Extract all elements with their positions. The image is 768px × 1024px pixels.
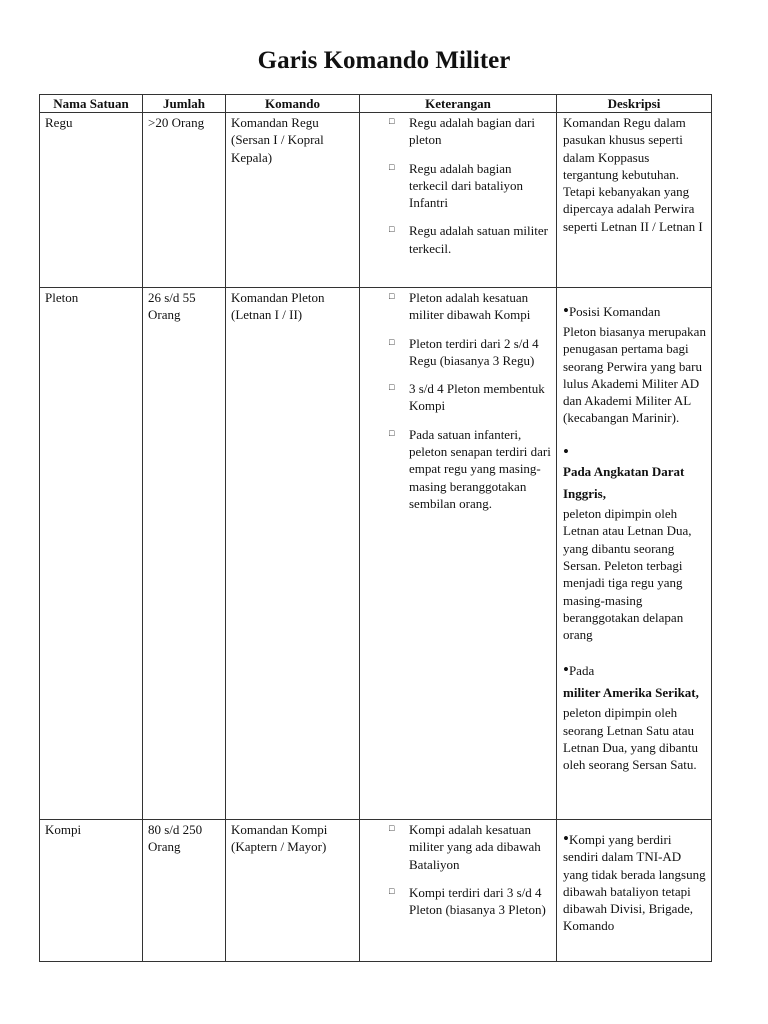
list-item-text: Pada satuan infanteri, peleton senapan terdiri dari empat regu yang masing-masing beranggotakan sembilan orang. [409, 426, 551, 511]
square-bullet-icon: □ [389, 336, 395, 347]
round-bullet-icon: • [563, 660, 569, 680]
cell-jumlah: >20 Orang [143, 113, 226, 288]
cell-nama: Regu [40, 113, 143, 288]
list-item [360, 380, 552, 415]
square-bullet-icon: □ [389, 427, 395, 438]
keterangan-list [360, 114, 552, 257]
header-keterangan: Keterangan [360, 95, 557, 113]
cell-deskripsi: Komandan Regu dalam pasukan khusus seperti dalam Koppasus tergantung kebutuhan. Tetapi kebanyakan yang dipercaya adalah Perwira seperti Letnan II / Letnan I [557, 113, 712, 288]
round-bullet-icon: • [563, 441, 569, 461]
square-bullet-icon: □ [389, 161, 395, 172]
cell-keterangan [360, 288, 557, 820]
round-bullet-icon: • [563, 829, 569, 848]
deskripsi-paragraph [563, 831, 707, 935]
square-bullet-icon: □ [389, 116, 395, 126]
cell-komando: Komandan Regu (Sersan I / Kopral Kepala) [226, 113, 360, 288]
cell-keterangan [360, 113, 557, 288]
square-bullet-icon: □ [389, 291, 395, 301]
command-table [39, 94, 712, 962]
header-komando: Komando [226, 95, 360, 113]
square-bullet-icon: □ [389, 224, 395, 235]
square-bullet-icon: □ [389, 823, 395, 833]
cell-keterangan [360, 820, 557, 962]
list-item-text: Kompi adalah kesatuan militer yang ada dibawah Bataliyon [409, 822, 541, 872]
list-item-text: Regu adalah bagian terkecil dari bataliyon Infantri [409, 160, 524, 211]
list-item-text: Regu adalah satuan militer terkecil. [409, 223, 548, 256]
square-bullet-icon: □ [389, 885, 395, 896]
list-item-text: Regu adalah bagian dari pleton [409, 115, 535, 148]
list-item [360, 821, 552, 873]
list-item-text: Kompi terdiri dari 3 s/d 4 Pleton (biasanya 3 Pleton) [409, 884, 546, 918]
cell-nama: Pleton [40, 288, 143, 820]
deskripsi-text: Pleton biasanya merupakan penugasan pertama bagi seorang Perwira yang baru lulus Akademi Militer AD dan Akademi Militer AL (kecabangan Marinir). [563, 324, 706, 426]
list-item [360, 426, 552, 512]
list-item [360, 335, 552, 370]
cell-jumlah: 26 s/d 55 Orang [143, 288, 226, 820]
deskripsi-paragraph [563, 441, 707, 644]
deskripsi-bold: Pada Angkatan Darat Inggris, [563, 464, 685, 502]
deskripsi-text: peleton dipimpin oleh seorang Letnan Satu atau Letnan Dua, yang dibantu oleh seorang Sersan Satu. [563, 705, 699, 773]
keterangan-list [360, 289, 552, 512]
list-item-text: Pleton terdiri dari 2 s/d 4 Regu (biasanya 3 Regu) [409, 335, 539, 368]
header-jumlah: Jumlah [143, 95, 226, 113]
deskripsi-paragraph [563, 301, 707, 427]
cell-komando: Komandan Kompi (Kaptern / Mayor) [226, 820, 360, 962]
table-row-pleton [40, 288, 712, 820]
deskripsi-text: Pada [568, 663, 595, 679]
cell-deskripsi [557, 288, 712, 820]
deskripsi-text: peleton dipimpin oleh Letnan atau Letnan Dua, yang dibantu seorang Sersan. Peleton terbagi menjadi tiga regu yang masing-masing beranggotakan delapan orang [563, 506, 692, 643]
page-title: Garis Komando Militer [257, 47, 511, 74]
round-bullet-icon: • [563, 301, 569, 320]
deskripsi-text: Kompi yang berdiri sendiri dalam TNI-AD yang tidak berada langsung dibawah bataliyon tetapi dibawah Divisi, Brigade, Komando [563, 832, 706, 934]
deskripsi-bold: militer Amerika Serikat, [563, 685, 699, 701]
deskripsi-paragraph [563, 660, 707, 773]
header-deskripsi: Deskripsi [557, 95, 712, 113]
cell-nama: Kompi [40, 820, 143, 962]
deskripsi-lead: Posisi Komandan [568, 304, 661, 319]
cell-deskripsi [557, 820, 712, 962]
list-item [360, 884, 552, 919]
list-item [360, 114, 552, 149]
list-item-text: Pleton adalah kesatuan militer dibawah Kompi [409, 290, 531, 323]
cell-jumlah: 80 s/d 250 Orang [143, 820, 226, 962]
table-header-row [40, 95, 712, 113]
keterangan-list [360, 821, 552, 918]
list-item [360, 289, 552, 324]
table-row-regu [40, 113, 712, 288]
table-row-kompi [40, 820, 712, 962]
list-item-text: 3 s/d 4 Pleton membentuk Kompi [409, 381, 545, 414]
list-item [360, 222, 552, 257]
cell-komando: Komandan Pleton (Letnan I / II) [226, 288, 360, 820]
list-item [360, 160, 552, 212]
header-nama-satuan: Nama Satuan [40, 95, 143, 113]
square-bullet-icon: □ [389, 382, 395, 393]
